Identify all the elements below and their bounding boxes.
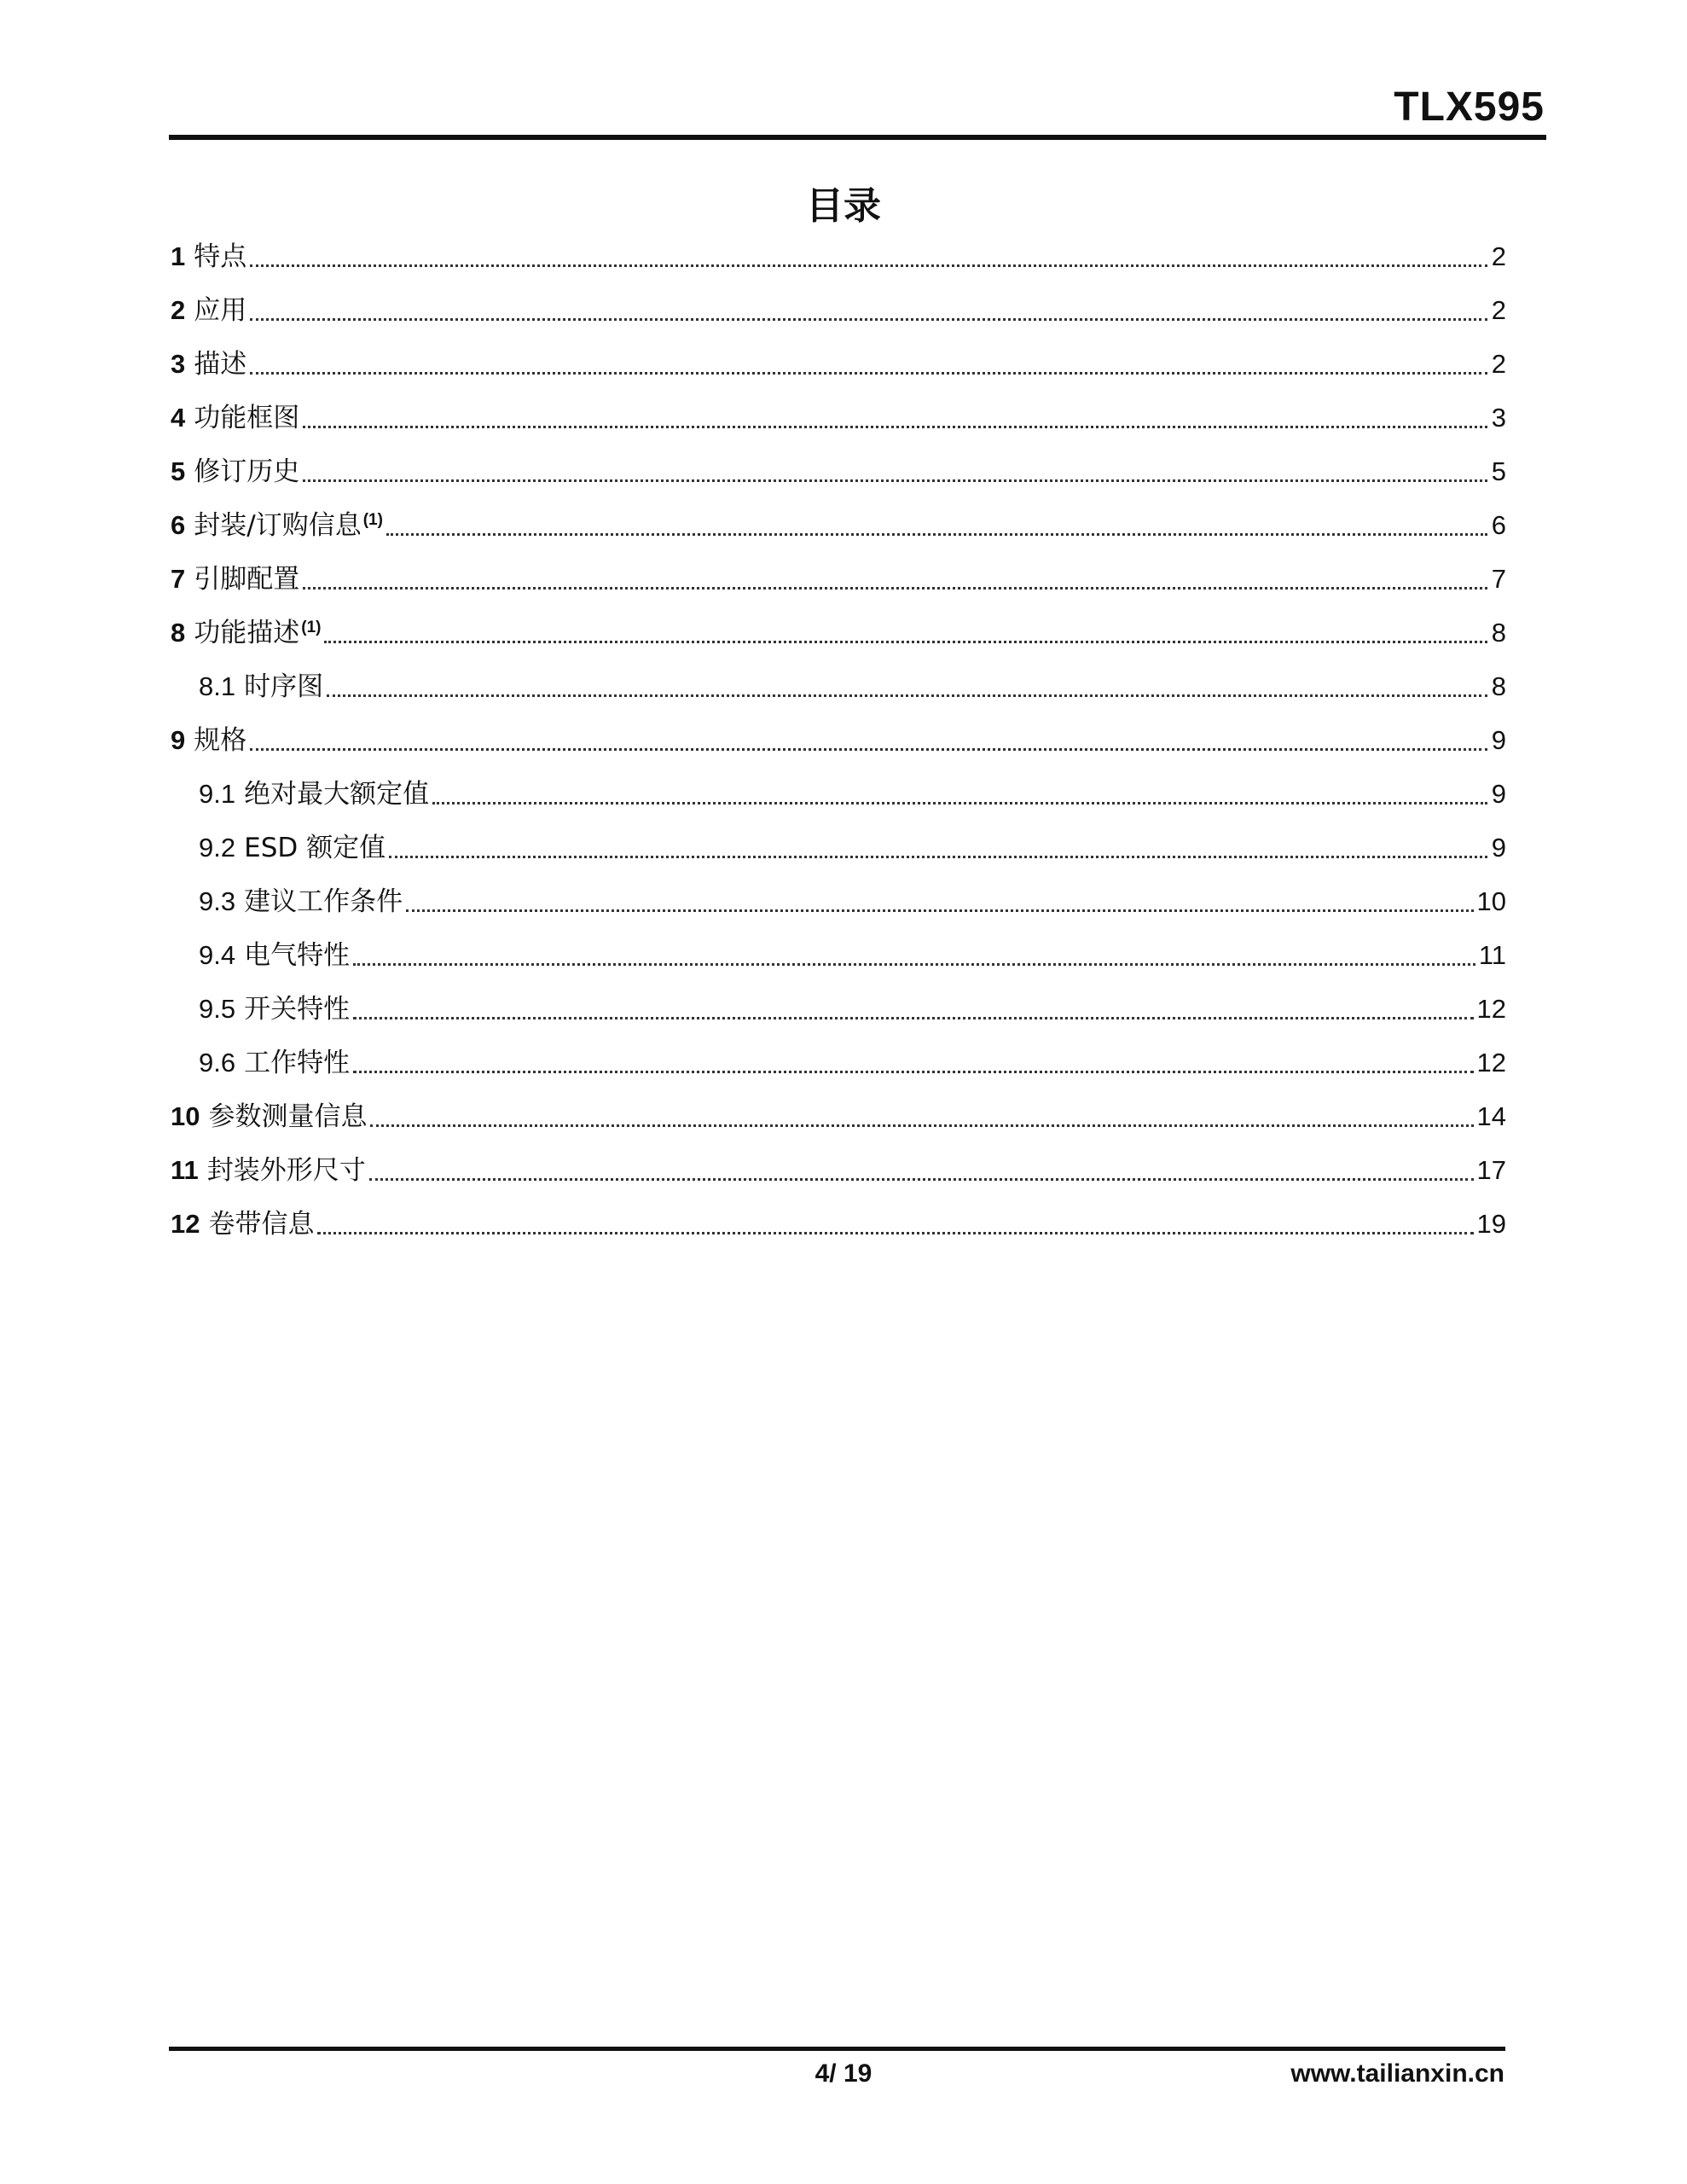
toc-dot-leader	[353, 962, 1475, 966]
toc-entry-6[interactable]	[171, 489, 1506, 543]
toc-entry-footnote-marker: (1)	[301, 619, 322, 636]
toc-entry-1[interactable]	[171, 220, 1506, 274]
toc-entry-9[interactable]	[171, 704, 1506, 758]
toc-entry-label: 描述	[194, 349, 247, 380]
toc-entry-label: 工作特性	[244, 1048, 351, 1078]
toc-entry-number: 12	[171, 1209, 200, 1239]
toc-entry-page-number: 9	[1491, 725, 1506, 755]
toc-entry-label: 引脚配置	[194, 564, 300, 595]
document-title: TLX595	[1394, 84, 1545, 130]
toc-entry-number: 9.1	[199, 779, 236, 809]
toc-entry-9-2[interactable]	[171, 811, 1506, 865]
toc-entry-9-6[interactable]	[171, 1026, 1506, 1080]
toc-entry-page-number: 17	[1476, 1155, 1506, 1185]
toc-entry-page-number: 9	[1491, 779, 1506, 809]
toc-entry-number: 4	[171, 403, 186, 433]
table-of-contents	[171, 220, 1506, 1241]
toc-entry-number: 7	[171, 564, 186, 594]
toc-entry-number: 5	[171, 456, 186, 486]
toc-dot-leader	[353, 1016, 1473, 1019]
toc-entry-label: 功能描述	[194, 618, 300, 648]
toc-dot-leader	[303, 479, 1487, 482]
toc-entry-number: 3	[171, 349, 186, 379]
toc-entry-label: 绝对最大额定值	[244, 779, 430, 810]
toc-entry-2[interactable]	[171, 274, 1506, 328]
toc-entry-page-number: 2	[1491, 349, 1506, 379]
toc-entry-number: 9	[171, 725, 186, 755]
toc-entry-page-number: 11	[1478, 940, 1506, 970]
toc-entry-number: 9.5	[199, 994, 236, 1024]
toc-entry-number: 6	[171, 510, 186, 540]
toc-entry-5[interactable]	[171, 435, 1506, 489]
toc-entry-label: 参数测量信息	[208, 1101, 368, 1132]
toc-entry-footnote-marker: (1)	[362, 511, 383, 529]
toc-entry-8[interactable]	[171, 596, 1506, 650]
toc-dot-leader	[303, 586, 1487, 590]
toc-entry-label: 应用	[194, 295, 247, 326]
toc-entry-label: 封装外形尺寸	[206, 1155, 366, 1186]
toc-dot-leader	[389, 855, 1487, 858]
toc-dot-leader	[432, 801, 1487, 804]
toc-entry-3[interactable]	[171, 328, 1506, 381]
toc-entry-12[interactable]	[171, 1188, 1506, 1241]
toc-entry-label: 时序图	[244, 671, 324, 702]
toc-dot-leader	[250, 747, 1487, 751]
toc-entry-number: 9.3	[199, 886, 236, 916]
website-link[interactable]: www.tailianxin.cn	[1290, 2059, 1504, 2088]
toc-entry-label: 修订历史	[194, 456, 300, 487]
toc-entry-page-number: 2	[1491, 241, 1506, 271]
toc-entry-label: 卷带信息	[208, 1209, 315, 1240]
toc-dot-leader	[250, 264, 1487, 267]
toc-entry-label: 开关特性	[244, 994, 351, 1025]
toc-entry-page-number: 2	[1491, 295, 1506, 325]
toc-dot-leader	[250, 317, 1487, 321]
footer-rule	[169, 2047, 1505, 2051]
toc-entry-label: ESD 额定值	[244, 833, 386, 863]
toc-entry-page-number: 6	[1491, 510, 1506, 540]
toc-entry-11[interactable]	[171, 1134, 1506, 1188]
toc-entry-page-number: 7	[1491, 564, 1506, 594]
toc-entry-page-number: 5	[1491, 456, 1506, 486]
toc-dot-leader	[353, 1070, 1473, 1073]
toc-entry-9-4[interactable]	[171, 919, 1506, 973]
toc-entry-9-3[interactable]	[171, 865, 1506, 919]
toc-dot-leader	[370, 1124, 1473, 1127]
toc-entry-8-1[interactable]	[171, 650, 1506, 704]
toc-entry-page-number: 8	[1491, 671, 1506, 701]
toc-dot-leader	[324, 640, 1487, 643]
toc-entry-number: 8.1	[199, 671, 236, 701]
toc-dot-leader	[250, 371, 1487, 375]
toc-dot-leader	[303, 425, 1487, 428]
toc-dot-leader	[317, 1231, 1473, 1234]
toc-entry-page-number: 8	[1491, 618, 1506, 648]
toc-entry-number: 2	[171, 295, 186, 325]
toc-entry-page-number: 14	[1476, 1101, 1506, 1131]
toc-entry-label: 功能框图	[194, 403, 300, 433]
toc-dot-leader	[406, 909, 1473, 912]
header-rule	[169, 135, 1546, 140]
toc-entry-number: 9.2	[199, 833, 236, 863]
page-indicator: 4/ 19	[815, 2059, 872, 2088]
toc-entry-4[interactable]	[171, 381, 1506, 435]
toc-entry-label: 电气特性	[244, 940, 351, 971]
toc-entry-number: 1	[171, 241, 186, 271]
toc-entry-number: 9.6	[199, 1048, 236, 1077]
toc-entry-number: 11	[171, 1155, 199, 1185]
toc-entry-7[interactable]	[171, 543, 1506, 596]
toc-entry-label: 规格	[194, 725, 247, 756]
toc-entry-9-5[interactable]	[171, 973, 1506, 1026]
toc-dot-leader	[386, 532, 1487, 536]
toc-entry-page-number: 12	[1476, 994, 1506, 1024]
toc-entry-label: 建议工作条件	[244, 886, 403, 917]
toc-entry-10[interactable]	[171, 1080, 1506, 1134]
toc-entry-number: 8	[171, 618, 186, 648]
toc-entry-page-number: 19	[1476, 1209, 1506, 1239]
toc-dot-leader	[369, 1177, 1474, 1181]
toc-entry-label: 特点	[194, 241, 247, 272]
toc-dot-leader	[327, 694, 1487, 697]
toc-entry-page-number: 12	[1476, 1048, 1506, 1077]
toc-entry-page-number: 10	[1476, 886, 1506, 916]
toc-entry-page-number: 9	[1491, 833, 1506, 863]
toc-entry-number: 10	[171, 1101, 200, 1131]
toc-entry-9-1[interactable]	[171, 758, 1506, 811]
toc-heading: 目录	[806, 184, 881, 228]
toc-entry-number: 9.4	[199, 940, 236, 970]
toc-entry-page-number: 3	[1491, 403, 1506, 433]
toc-entry-label: 封装/订购信息	[194, 510, 362, 541]
